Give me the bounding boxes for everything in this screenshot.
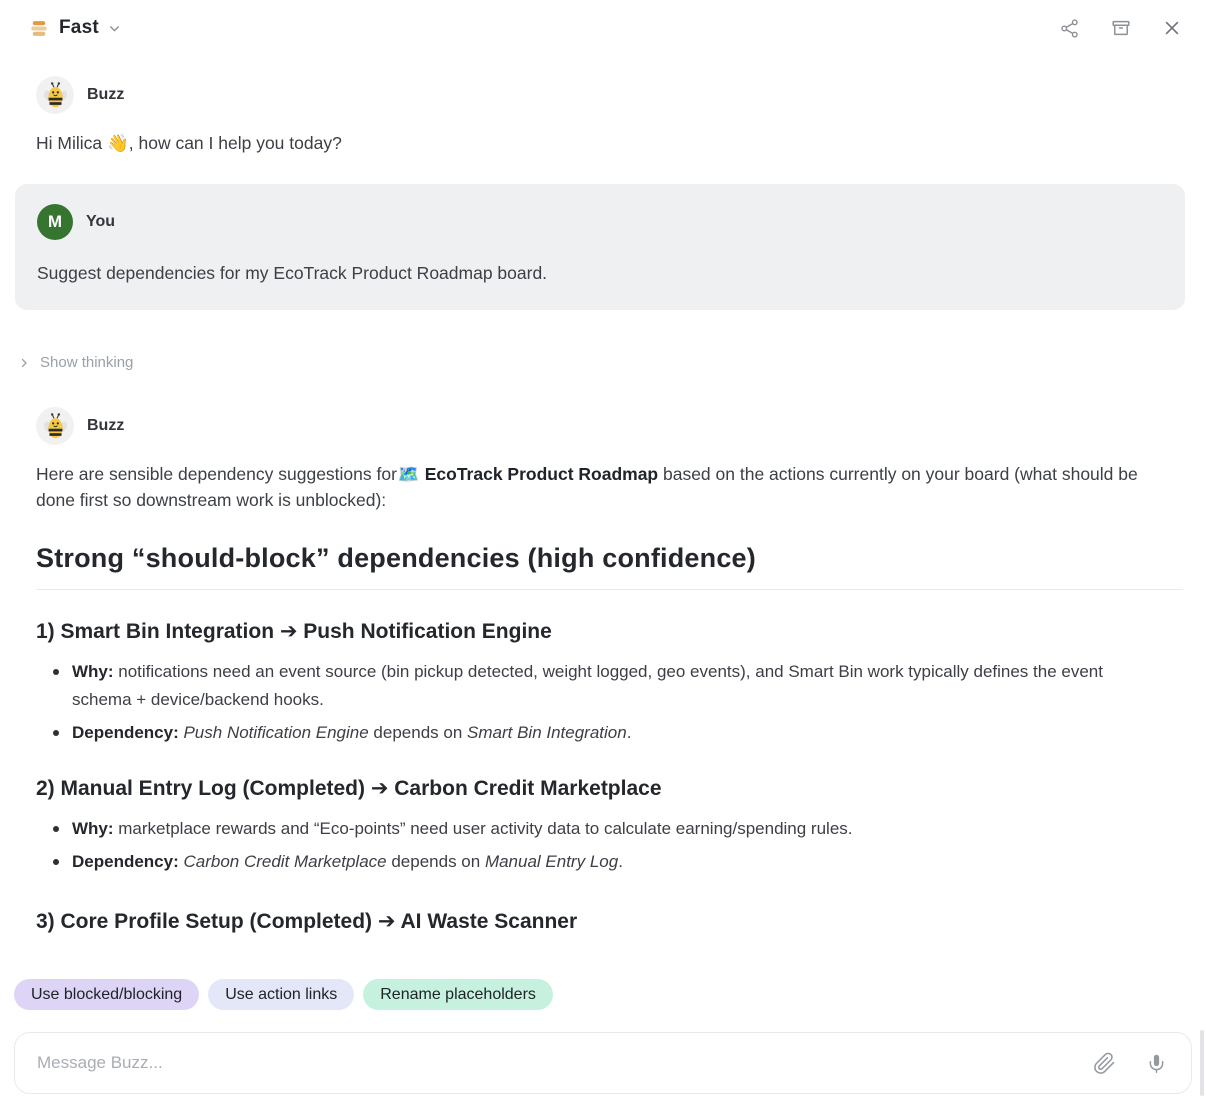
sender-name: Buzz [87, 86, 125, 103]
archive-button[interactable] [1110, 17, 1132, 39]
message-input[interactable] [37, 1053, 1093, 1073]
user-message [15, 184, 1185, 310]
attach-button[interactable] [1093, 1052, 1116, 1075]
user-avatar [37, 204, 73, 240]
why-bullet: Why: notifications need an event source (bin pickup detected, weight logged, geo events), and Smart Bin work typically defines the event schema + device/backend hooks. [36, 658, 1161, 713]
share-icon [1059, 18, 1080, 39]
answer-intro: Here are sensible dependency suggestions for🗺️ EcoTrack Product Roadmap based on the actions currently on your board (what should be done first so downstream work is unblocked): [36, 464, 1138, 510]
sender-name: You [86, 213, 116, 230]
message-composer [14, 1032, 1192, 1094]
sender-name: Buzz [87, 417, 125, 434]
titlebar [0, 0, 1206, 56]
window-actions [1059, 17, 1182, 39]
message-text: Suggest dependencies for my EcoTrack Product Roadmap board. [37, 263, 548, 283]
mic-button[interactable] [1146, 1053, 1167, 1074]
map-emoji: 🗺️ [397, 464, 420, 484]
show-thinking-label: Show thinking [40, 354, 134, 371]
suggestion-chip-blocked-blocking[interactable]: Use blocked/blocking [14, 979, 199, 1010]
dependency-item-title: 3) Core Profile Setup (Completed) ➔ AI Waste Scanner [36, 909, 578, 933]
why-bullet: Why: marketplace rewards and “Eco-points” need user activity data to calculate earning/spending rules. [36, 815, 1161, 843]
model-selector[interactable] [28, 17, 121, 40]
bee-icon [42, 81, 69, 110]
suggestion-chips [14, 979, 1206, 1010]
chevron-right-icon [18, 357, 30, 369]
paperclip-icon [1093, 1052, 1116, 1075]
dependency-item-title: 2) Manual Entry Log (Completed) ➔ Carbon Credit Marketplace [36, 776, 662, 800]
avatar-initial: M [47, 212, 63, 231]
share-button[interactable] [1059, 18, 1080, 39]
app-title: Fast [59, 17, 99, 38]
dependency-item-title: 1) Smart Bin Integration ➔ Push Notification Engine [36, 620, 552, 643]
suggestion-chip-action-links[interactable]: Use action links [208, 979, 354, 1010]
close-button[interactable] [1162, 18, 1182, 38]
dependency-bullets [36, 658, 1170, 747]
assistant-answer-message [36, 407, 1170, 936]
archive-icon [1110, 17, 1132, 39]
dependency-bullet: Dependency: Push Notification Engine depends on Smart Bin Integration. [36, 719, 1161, 747]
scrollbar[interactable] [1200, 1030, 1204, 1096]
hive-icon [28, 17, 50, 40]
buzz-avatar [36, 76, 74, 114]
board-name: EcoTrack Product Roadmap [424, 464, 659, 484]
dependency-bullets [36, 815, 1170, 876]
bottom-dock [0, 979, 1206, 1110]
close-icon [1162, 18, 1182, 38]
buzz-avatar [36, 407, 74, 445]
bee-icon [42, 412, 69, 441]
message-text: Hi Milica 👋, how can I help you today? [36, 133, 342, 153]
section-heading: Strong “should-block” dependencies (high confidence) [36, 543, 1183, 590]
show-thinking-toggle[interactable] [18, 354, 133, 371]
assistant-greeting-message [36, 76, 1170, 156]
microphone-icon [1146, 1053, 1167, 1074]
chevron-down-icon [108, 22, 121, 35]
suggestion-chip-rename-placeholders[interactable]: Rename placeholders [363, 979, 553, 1010]
chat-area [0, 76, 1206, 936]
dependency-bullet: Dependency: Carbon Credit Marketplace depends on Manual Entry Log. [36, 848, 1161, 876]
